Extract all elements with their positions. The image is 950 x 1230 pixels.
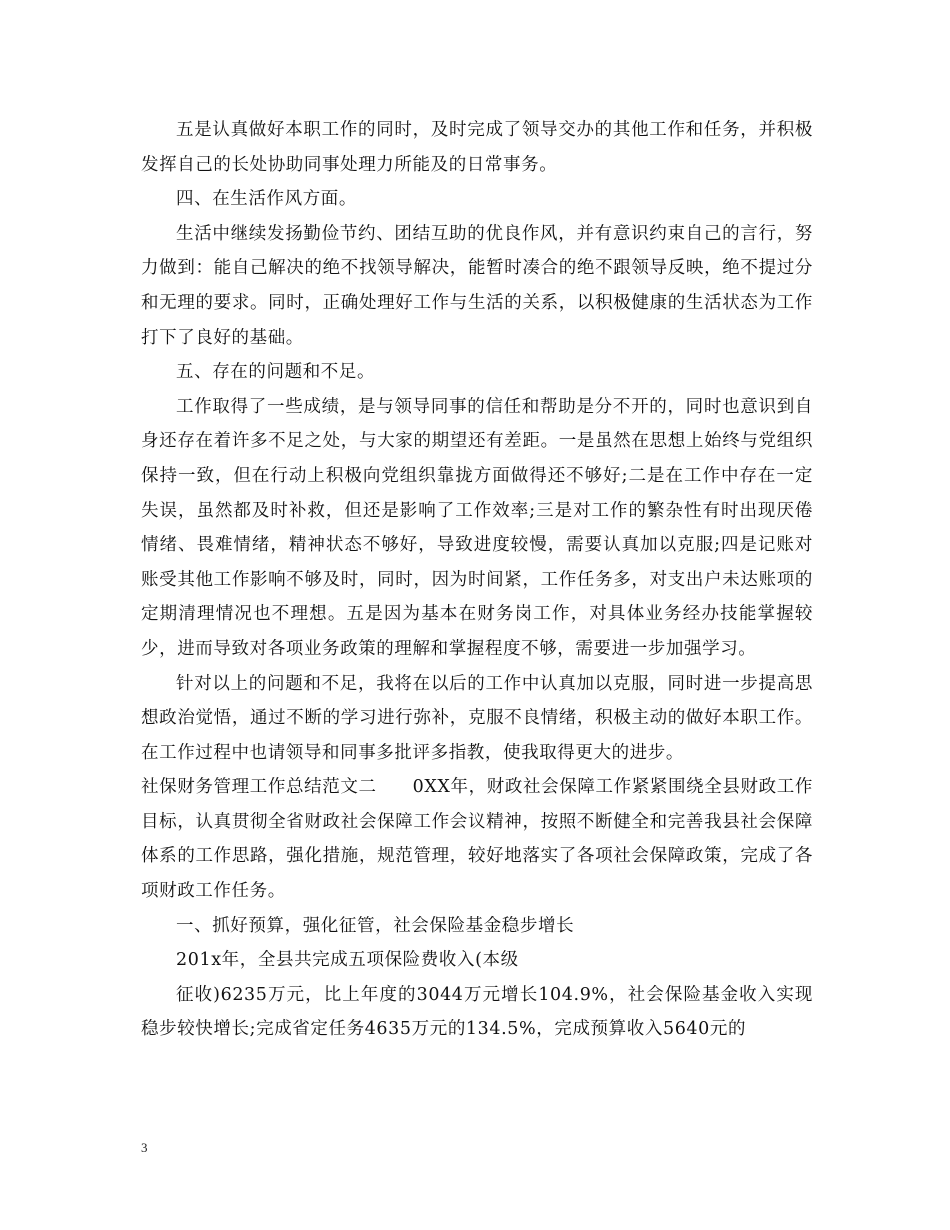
paragraph-problems: 工作取得了一些成绩，是与领导同事的信任和帮助是分不开的，同时也意识到自身还存在着许多不足之处，与大家的期望还有差距。一是虽然在思想上始终与党组织保持一致，但在行动上积极向党组织靠拢方面做得还不够好;二是在工作中存在一定失误，虽然都及时补救，但还是影响了工作效率;三是对工作的繁杂性有时出现厌倦情绪、畏难情绪，精神状态不够好，导致进度较慢，需要认真加以克服;四是记账对账受其他工作影响不够及时，同时，因为时间紧，工作任务多，对支出户未达账项的定期清理情况也不理想。五是因为基本在财务岗工作，对具体业务经办技能掌握较少，进而导致对各项业务政策的理解和掌握程度不够，需要进一步加强学习。 [141, 396, 813, 659]
page-number: 3 [141, 1140, 148, 1155]
section-two-text: 0XX年，财政社会保障工作紧紧围绕全县财政工作目标，认真贯彻全省财政社会保障工作会议精神，按照不断健全和完善我县社会保障体系的工作思路，强化措施，规范管理，较好地落实了各项社会保障政策，完成了各项财政工作任务。 [141, 777, 813, 902]
paragraph-insurance-income: 征收)6235万元，比上年度的3044万元增长104.9%，社会保险基金收入实现稳步较快增长;完成省定任务4635万元的134.5%，完成预算收入5640元的 [141, 984, 813, 1040]
section-two-title: 社保财务管理工作总结范文二 [141, 777, 377, 798]
heading-budget: 一、抓好预算，强化征管，社会保险基金稳步增长 [176, 915, 575, 936]
heading-life-style: 四、在生活作风方面。 [176, 189, 357, 210]
heading-problems: 五、存在的问题和不足。 [176, 362, 376, 383]
paragraph-duty-five: 五是认真做好本职工作的同时，及时完成了领导交办的其他工作和任务，并积极发挥自己的长处协助同事处理力所能及的日常事务。 [141, 120, 813, 175]
paragraph-life-style: 生活中继续发扬勤俭节约、团结互助的优良作风，并有意识约束自己的言行，努力做到：能自己解决的绝不找领导解决，能暂时凑合的绝不跟领导反映，绝不提过分和无理的要求。同时，正确处理好工作与生活的关系，以积极健康的生活状态为工作打下了良好的基础。 [141, 223, 813, 348]
section-two-paragraph [141, 770, 813, 908]
paragraph-improvement: 针对以上的问题和不足，我将在以后的工作中认真加以克服，同时进一步提高思想政治觉悟，通过不断的学习进行弥补，克服不良情绪，积极主动的做好本职工作。在工作过程中也请领导和同事多批评多指教，使我取得更大的进步。 [141, 673, 813, 763]
document-body [141, 113, 813, 1047]
paragraph-insurance-income-lead: 201x年，全县共完成五项保险费收入(本级 [176, 950, 519, 971]
